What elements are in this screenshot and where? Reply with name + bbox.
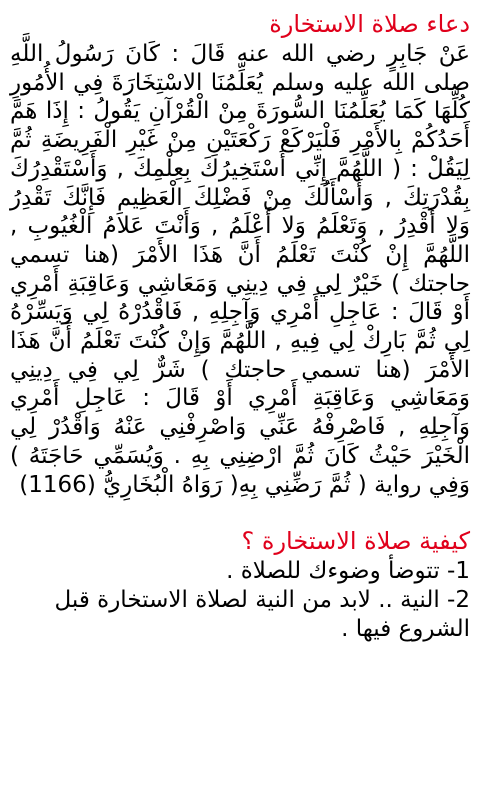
step-item-2: 2- النية .. لابد من النية لصلاة الاستخارة قبل الشروع فيها .	[54, 587, 470, 643]
section-spacer	[10, 499, 470, 525]
step-item-1: 1- تتوضأ وضوءك للصلاة .	[226, 558, 470, 585]
howto-section-title: كيفية صلاة الاستخارة ؟	[241, 527, 470, 556]
dua-section-title: دعاء صلاة الاستخارة	[269, 10, 470, 38]
hadith-text: عَنْ جَابِرٍ رضي الله عنه قَالَ : كَانَ رَسُولُ اللَّهِ صلى الله عليه وسلم يُعَلِّمُنَا الاسْتِخَارَةَ فِي الأُمُورِ كُلِّهَا كَمَا يُعَلِّمُنَا السُّورَةَ مِنْ الْقُرْآنِ يَقُولُ : إِذَا هَمَّ أَحَدُكُمْ بِالأَمْرِ فَلْيَرْكَعْ رَكْعَتَيْنِ مِنْ غَيْرِ الْفَرِيضَةِ ثُمَّ لِيَقُلْ : ( اللَّهُمَّ إِنِّي أَسْتَخِيرُكَ بِعِلْمِكَ , وَأَسْتَقْدِرُكَ بِقُدْرَتِكَ , وَأَسْأَلُكَ مِنْ فَضْلِكَ الْعَظِيمِ فَإِنَّكَ تَقْدِرُ وَلا أَقْدِرُ , وَتَعْلَمُ وَلا أَعْلَمُ , وَأَنْتَ عَلامُ الْغُيُوبِ , اللَّهُمَّ إِنْ كُنْتَ تَعْلَمُ أَنَّ هَذَا الأَمْرَ (هنا تسمي حاجتك ) خَيْرٌ لِي فِي دِينِي وَمَعَاشِي وَعَاقِبَةِ أَمْرِي أَوْ قَالَ : عَاجِلِ أَمْرِي وَآجِلِهِ , فَاقْدُرْهُ لِي وَيَسِّرْهُ لِي ثُمَّ بَارِكْ لِي فِيهِ , اللَّهُمَّ وَإِنْ كُنْتَ تَعْلَمُ أَنَّ هَذَا الأَمْرَ (هنا تسمي حاجتك ) شَرٌّ لِي فِي دِينِي وَمَعَاشِي وَعَاقِبَةِ أَمْرِي أَوْ قَالَ : عَاجِلِ أَمْرِي وَآجِلِهِ , فَاصْرِفْهُ عَنِّي وَاصْرِفْنِي عَنْهُ وَاقْدُرْ لِي الْخَيْرَ حَيْثُ كَانَ ثُمَّ ارْضِنِي بِهِ . وَيُسَمِّي حَاجَتَهُ ) وَفِي رواية ( ثُمَّ رَضِّنِي بِهِ( رَوَاهُ الْبُخَارِيُّ (1166)	[10, 41, 470, 498]
